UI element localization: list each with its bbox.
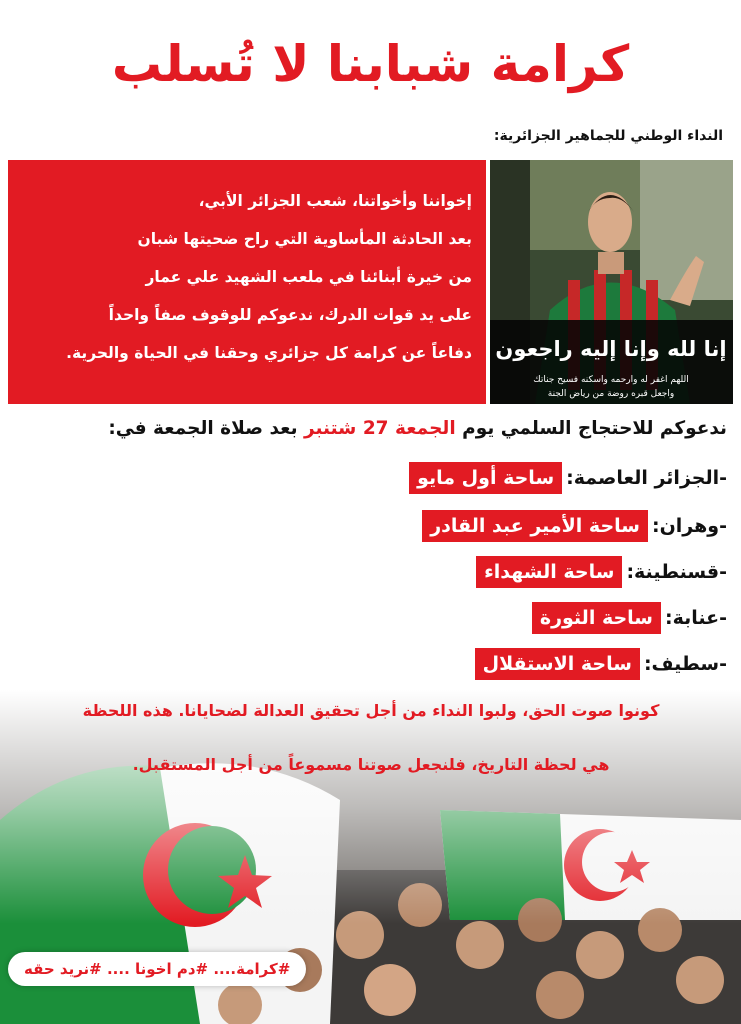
invite-text-2: بعد صلاة الجمعة في: — [108, 418, 298, 439]
page-title: كرامة شبابنا لا تُسلب — [111, 35, 630, 93]
condolence-calligraphy: إنا لله وإنا إليه راجعون — [495, 337, 727, 361]
place-badge: ساحة الشهداء — [476, 556, 622, 588]
invite-line — [108, 418, 727, 439]
city-label: -وهران: — [651, 515, 727, 537]
message-line: من خيرة أبنائنا في ملعب الشهيد علي عمار — [145, 268, 472, 286]
city-label: -عنابة: — [664, 607, 727, 629]
hashtag-badge: #كرامة.... #دم اخونا .... #نريد حقه — [8, 952, 306, 986]
city-label: -الجزائر العاصمة: — [566, 467, 727, 489]
city-row — [476, 556, 727, 588]
message-line: إخواننا وأخواتنا، شعب الجزائر الأبي، — [198, 192, 472, 210]
place-badge: ساحة الأمير عبد القادر — [422, 510, 648, 542]
city-label: -قسنطينة: — [626, 561, 727, 583]
closing-message — [41, 684, 701, 792]
invite-date: الجمعة 27 شتنبر — [304, 418, 456, 439]
invite-text: ندعوكم للاحتجاج السلمي يوم — [462, 418, 727, 439]
city-row — [475, 648, 727, 680]
place-badge: ساحة الاستقلال — [475, 648, 640, 680]
message-line: على يد قوات الدرك، ندعوكم للوقوف صفاً واحداً — [108, 306, 472, 324]
city-row — [409, 462, 727, 494]
message-box — [8, 160, 486, 404]
closing-line: كونوا صوت الحق، ولبوا النداء من أجل تحقيق العدالة لضحايانا. هذه اللحظة — [82, 701, 660, 720]
subtitle: النداء الوطني للجماهير الجزائرية: — [493, 128, 723, 144]
condolence-prayer-2: واجعل قبره روضة من رياض الجنة — [547, 389, 675, 399]
place-badge: ساحة أول مايو — [409, 462, 562, 494]
message-line: بعد الحادثة المأساوية التي راح ضحيتها شبان — [137, 230, 472, 248]
city-label: -سطيف: — [643, 653, 727, 675]
city-row — [422, 510, 727, 542]
condolence-prayer-1: اللهم اغفر له وارحمه واسكنه فسيح جناتك — [533, 375, 689, 385]
victim-photo — [490, 160, 733, 404]
closing-line: هي لحظة التاريخ، فلنجعل صوتنا مسموعاً من أجل المستقبل. — [132, 755, 610, 774]
place-badge: ساحة الثورة — [532, 602, 661, 634]
city-row — [532, 602, 727, 634]
message-line: دفاعاً عن كرامة كل جزائري وحقنا في الحياة والحرية. — [66, 344, 472, 362]
